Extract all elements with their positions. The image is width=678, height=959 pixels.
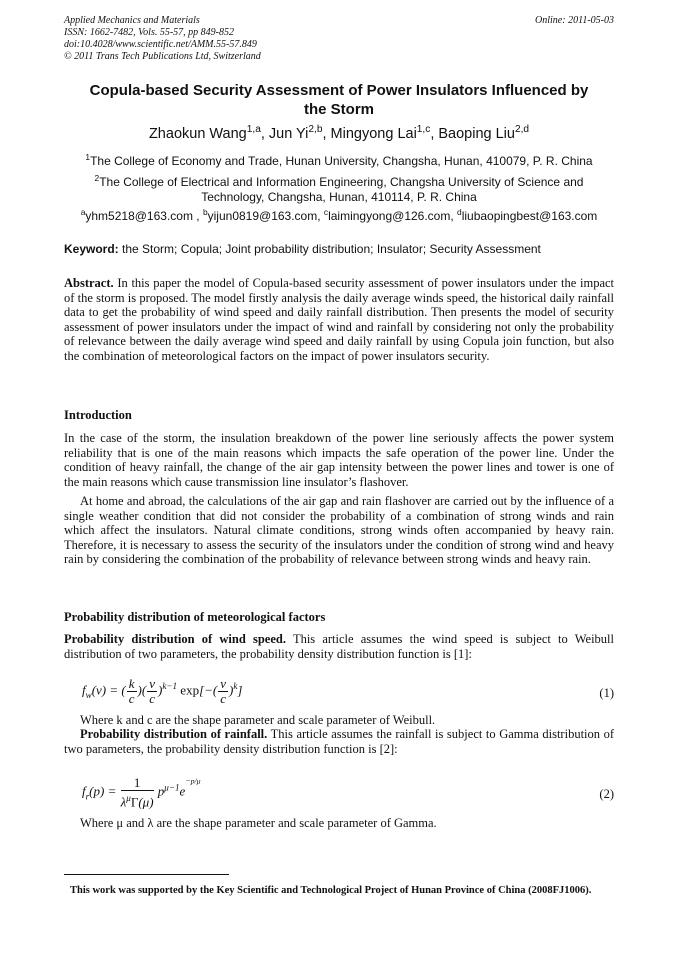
keywords bbox=[64, 242, 614, 256]
eq1-where: Where k and c are the shape parameter and scale parameter of Weibull. bbox=[80, 713, 436, 727]
email-sup: c bbox=[323, 207, 329, 217]
title-line-1: Copula-based Security Assessment of Power Insulators Influenced by bbox=[89, 82, 589, 99]
introduction-heading: Introduction bbox=[64, 408, 132, 422]
copyright-line: © 2011 Trans Tech Publications Ltd, Switzerland bbox=[64, 51, 261, 62]
equation-1: $f_w(v)$ = ( $\frac{k}{c}$ )( $\frac{v}{c}$ )$^{k-1}$ exp[−( $\frac{v}{c}$ )$^k$] bbox=[82, 676, 243, 706]
affiliation-number: 2 bbox=[94, 173, 100, 183]
wind-paragraph bbox=[64, 632, 614, 661]
intro-paragraph-2: At home and abroad, the calculations of the air gap and rain flashover are carried out by the influence of a single weather condition that did not consider the probability of a combination of strong winds and rain which affect the insulators. Natural climate conditions, strong winds often accompanied by heavy rain. Therefore, it is necessary to assess the security of the insulators under the condition of strong wind and heavy rain by considering the combination of the probability of relevance between strong winds and heavy rain. bbox=[64, 494, 614, 566]
author-sup: 2,d bbox=[514, 124, 530, 135]
email-address: laimingyong@126.com bbox=[328, 209, 451, 223]
title-line-2: the Storm bbox=[303, 101, 374, 118]
email-address: liubaopingbest@163.com bbox=[461, 209, 598, 223]
email-sup: d bbox=[457, 207, 462, 217]
equation-2-number: (2) bbox=[599, 787, 614, 801]
footnote bbox=[64, 884, 614, 898]
keyword-label: Keyword: bbox=[64, 242, 119, 256]
author-sup: 2,b bbox=[308, 124, 323, 135]
eq2-where: Where μ and λ are the shape parameter and scale parameter of Gamma. bbox=[80, 816, 437, 830]
rain-label: Probability distribution of rainfall. bbox=[80, 727, 268, 741]
abstract bbox=[64, 276, 614, 363]
doi-line: doi:10.4028/www.scientific.net/AMM.55-57.849 bbox=[64, 39, 257, 50]
journal-header bbox=[64, 15, 261, 63]
author-name: Jun Yi bbox=[268, 125, 309, 142]
email-sup: a bbox=[80, 207, 86, 217]
author-name: Zhaokun Wang bbox=[148, 125, 247, 142]
affiliation-number: 1 bbox=[85, 152, 91, 162]
prob-heading: Probability distribution of meteorological factors bbox=[64, 610, 326, 624]
footnote-rule bbox=[64, 874, 229, 875]
paper-title bbox=[64, 81, 614, 119]
author-name: Baoping Liu bbox=[438, 125, 515, 142]
online-date: Online: 2011-05-03 bbox=[535, 15, 614, 26]
rain-paragraph bbox=[64, 727, 614, 756]
equation-1-number: (1) bbox=[599, 686, 614, 700]
email-address: yhm5218@163.com bbox=[85, 209, 193, 223]
email-address: yijun0819@163.com bbox=[207, 209, 318, 223]
wind-text: This article assumes the wind speed is subject to Weibull distribution of two parameters, the probability density distribution function is [1]: bbox=[64, 632, 614, 661]
affiliation-text: The College of Economy and Trade, Hunan University, Changsha, Hunan, 410079, P. R. China bbox=[90, 154, 593, 168]
wind-label: Probability distribution of wind speed. bbox=[64, 632, 286, 646]
equation-2: $f_r(p)$ = $\frac{1}{\lambda^\mu\Gamma(\mu)}$ $p^{\mu-1}e^{-p/\mu}$ bbox=[82, 775, 201, 810]
author-list: Zhaokun Wang$^{1,a}$, Jun Yi$^{2,b}$, Mingyong Lai$^{1,c}$, Baoping Liu$^{2,d}$ bbox=[148, 124, 530, 142]
email-list: $^a$yhm5218@163.com , $^b$yijun0819@163.com, $^c$laimingyong@126.com, $^d$liubaopingbest@163.com bbox=[80, 207, 598, 223]
journal-name: Applied Mechanics and Materials bbox=[64, 15, 200, 26]
affiliation-text: Technology, Changsha, Hunan, 410114, P. R. China bbox=[201, 190, 477, 204]
footnote-text: This work was supported by the Key Scientific and Technological Project of Hunan Province of China (2008FJ1006). bbox=[70, 885, 592, 896]
issn-line: ISSN: 1662-7482, Vols. 55-57, pp 849-852 bbox=[64, 27, 234, 38]
author-sup: 1,c bbox=[416, 124, 431, 135]
abstract-label: Abstract. bbox=[64, 276, 114, 290]
affiliation-2 bbox=[64, 171, 614, 205]
author-sup: 1,a bbox=[246, 124, 261, 135]
intro-paragraph-1: In the case of the storm, the insulation breakdown of the power line seriously affects the power system reliability that is one of the main reasons which impacts the safe operation of the power line. Under the condition of heavy rainfall, the change of the air gap intensity between the power lines and tower is one of the main reasons which cause transmission line insulator’s flashover. bbox=[64, 431, 614, 489]
affiliation-1 bbox=[64, 150, 614, 169]
author-name: Mingyong Lai bbox=[330, 125, 417, 142]
rain-text: This article assumes the rainfall is subject to Gamma distribution of two parameters, the probability density distribution function is [2]: bbox=[64, 727, 615, 756]
abstract-text: In this paper the model of Copula-based security assessment of power insulators under the impact of the storm is proposed. The model firstly analysis the daily average winds speed, the historical daily rainfall data to get the probability of wind speed and daily rainfall distribution. Then presents the model of security assessment of power insulators under the impact of wind and rainfall by considering not only the probability of relevance between the daily average wind speed and daily rainfall by using Copula join function, but also the combination of meteorological factors on the impact of power insulators security. bbox=[64, 276, 615, 363]
affiliation-text: The College of Electrical and Information Engineering, Changsha University of Science and bbox=[99, 175, 584, 189]
email-sup: b bbox=[202, 207, 208, 217]
keyword-text: the Storm; Copula; Joint probability distribution; Insulator; Security Assessment bbox=[122, 242, 541, 256]
